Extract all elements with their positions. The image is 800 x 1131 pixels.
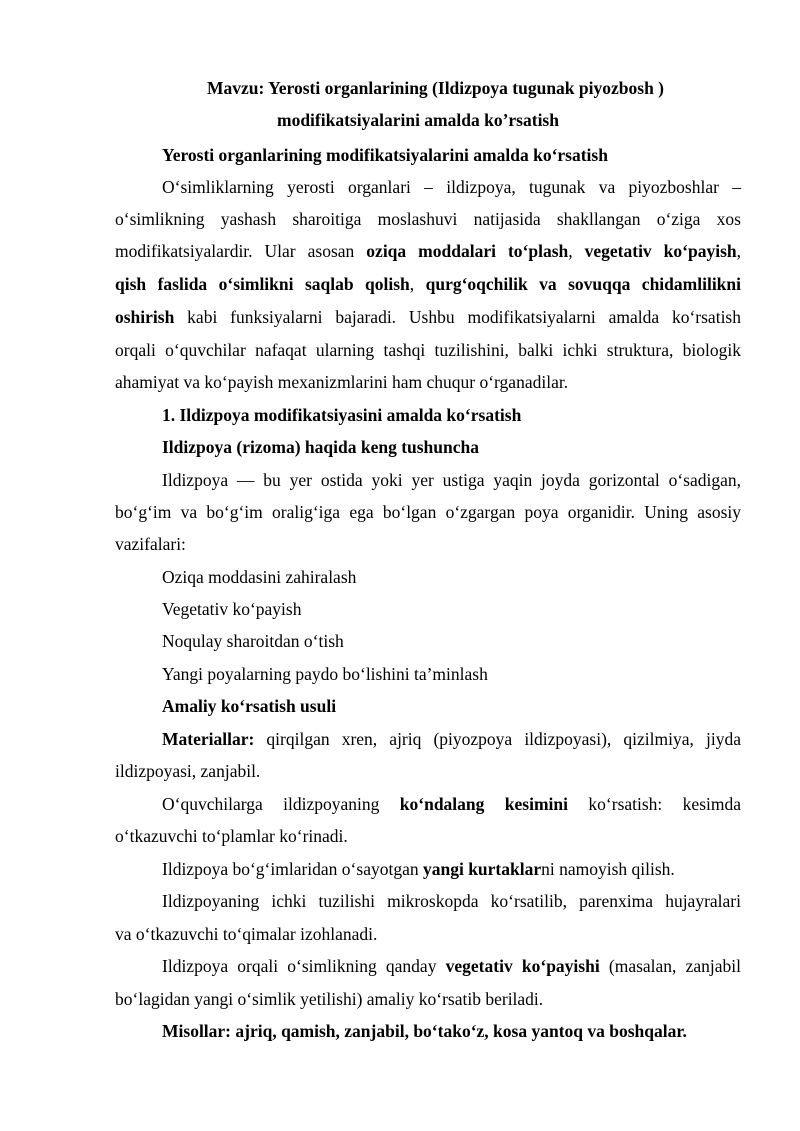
intro-line-4: qish faslida oʻsimlikni saqlab qolish, qurgʻoqchilik va sovuqqa chidamlilikni (115, 274, 742, 294)
function-item: Yangi poyalarning paydo boʻlishini taʼminlash (162, 664, 488, 684)
intro-line-6: orqali oʻquvchilar nafaqat ularning tashqi tuzilishini, balki ichki struktura, biologik (115, 340, 741, 360)
cross-section-line-2: oʻtkazuvchi toʻplamlar koʻrinadi. (115, 826, 348, 846)
vegetative-line-1: Ildizpoya orqali oʻsimlikning qanday vegetativ koʻpayishi (masalan, zanjabil (162, 956, 742, 976)
materials-line-1: Materiallar: qirqilgan xren, ajriq (piyozpoya ildizpoyasi), qizilmiya, jiyda (162, 729, 741, 749)
function-item: Oziqa moddasini zahiralash (162, 567, 357, 587)
function-item: Vegetativ koʻpayish (162, 599, 302, 619)
intro-line-7: ahamiyat va koʻpayish mexanizmlarini ham chuqur oʻrganadilar. (115, 372, 569, 392)
method-heading: Amaliy koʻrsatish usuli (162, 696, 337, 716)
cross-section-line-1: Oʻquvchilarga ildizpoyaning koʻndalang kesimini koʻrsatish: kesimda (162, 794, 742, 814)
microscope-line-1: Ildizpoyaning ichki tuzilishi mikroskopda koʻrsatilib, parenxima hujayralari (162, 891, 741, 911)
section1-subheading: Ildizpoya (rizoma) haqida keng tushuncha (162, 437, 480, 457)
buds-line: Ildizpoya boʻgʻimlaridan oʻsayotgan yangi kurtaklarni namoyish qilish. (162, 859, 675, 879)
main-heading: Yerosti organlarining modifikatsiyalarini amalda koʻrsatish (162, 145, 608, 165)
document-title-line2: modifikatsiyalarini amalda ko’rsatish (277, 110, 559, 130)
intro-line-2: oʻsimlikning yashash sharoitiga moslashuvi natijasida shakllangan oʻziga xos (115, 209, 741, 229)
microscope-line-2: va oʻtkazuvchi toʻqimalar izohlanadi. (115, 924, 378, 944)
document-title: Mavzu: Yerosti organlarining (Ildizpoya tugunak piyozbosh ) (207, 78, 664, 98)
function-item: Noqulay sharoitdan oʻtish (162, 631, 344, 651)
intro-line-3: modifikatsiyalardir. Ular asosan oziqa moddalari toʻplash, vegetativ koʻpayish, (115, 241, 741, 261)
intro-line-5: oshirish kabi funksiyalarni bajaradi. Ushbu modifikatsiyalarni amalda koʻrsatish (115, 307, 741, 327)
definition-line-2: boʻgʻim va boʻgʻim oraligʻiga ega boʻlgan oʻzgargan poya organidir. Uning asosiy (115, 502, 741, 522)
definition-line-3: vazifalari: (115, 534, 186, 554)
intro-line-1: Oʻsimliklarning yerosti organlari – ildizpoya, tugunak va piyozboshlar – (162, 177, 741, 197)
definition-line-1: Ildizpoya — bu yer ostida yoki yer ustiga yaqin joyda gorizontal oʻsadigan, (162, 470, 741, 490)
vegetative-line-2: boʻlagidan yangi oʻsimlik yetilishi) amaliy koʻrsatib beriladi. (115, 989, 544, 1009)
section1-heading: 1. Ildizpoya modifikatsiyasini amalda koʻrsatish (162, 405, 522, 425)
materials-line-2: ildizpoyasi, zanjabil. (115, 761, 261, 781)
examples-line: Misollar: ajriq, qamish, zanjabil, boʻtakoʻz, kosa yantoq va boshqalar. (162, 1021, 687, 1041)
